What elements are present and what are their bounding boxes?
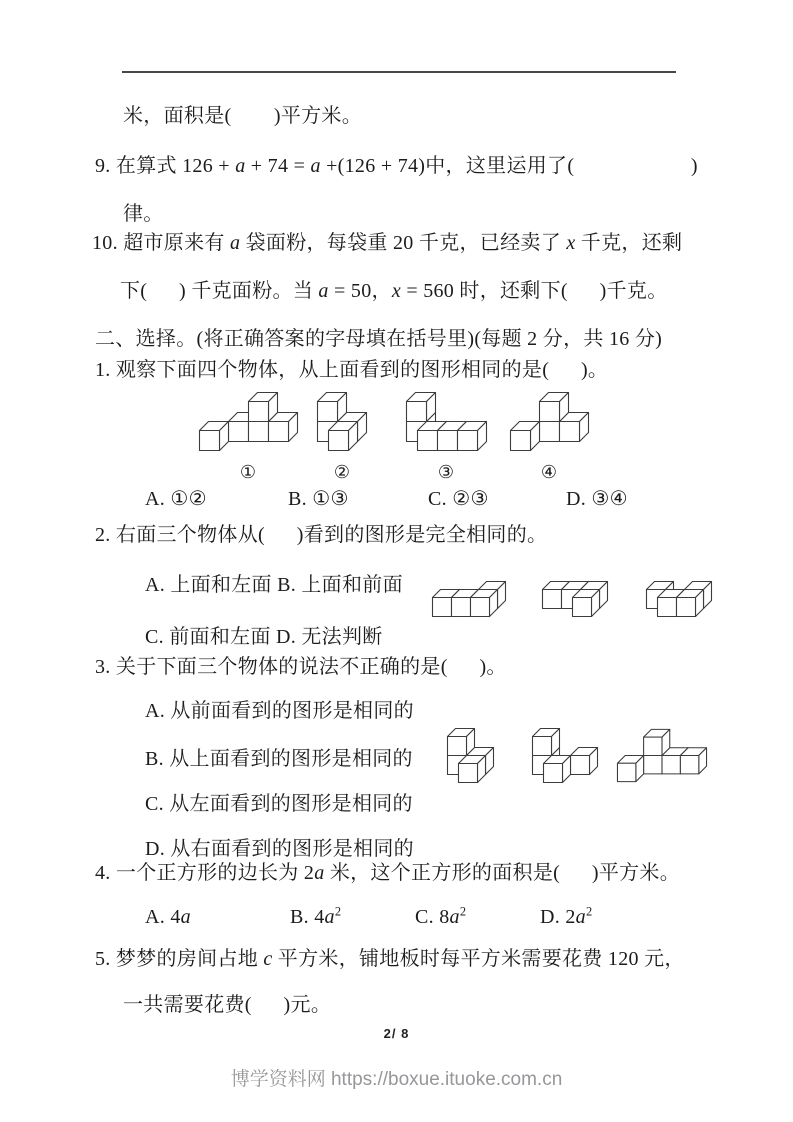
cube-figure-q2-3 — [644, 578, 714, 618]
choice-1-option-c: C. ②③ — [428, 488, 489, 510]
header-divider — [122, 71, 676, 73]
choice-2-options-row1: A. 上面和左面 B. 上面和前面 — [145, 574, 403, 596]
cube-figure-q1-1 — [197, 390, 299, 452]
choice-5-line1: 5. 梦梦的房间占地 c 平方米，铺地板时每平方米需要花费 120 元， — [95, 948, 685, 970]
choice-3-option-d: D. 从右面看到的图形是相同的 — [145, 838, 414, 860]
section-2-header: 二、选择。(将正确答案的字母填在括号里)(每题 2 分，共 16 分) — [95, 328, 663, 350]
figure-label-3: ③ — [437, 462, 455, 482]
question-9-line1: 9. 在算式 126 + a + 74 = a +(126 + 74)中，这里运用了( ) — [95, 155, 698, 177]
choice-3-option-c: C. 从左面看到的图形是相同的 — [145, 793, 413, 815]
cube-figure-q3-2 — [530, 722, 600, 784]
choice-4-option-c: C. $8a^2$ — [415, 904, 467, 928]
choice-2-options-row2: C. 前面和左面 D. 无法判断 — [145, 626, 383, 648]
choice-4-option-d: D. $2a^2$ — [540, 904, 593, 928]
cube-figure-q3-1 — [440, 722, 500, 784]
cube-figure-q1-3 — [402, 390, 490, 452]
choice-1-option-a: A. ①② — [145, 488, 207, 510]
choice-3-option-a: A. 从前面看到的图形是相同的 — [145, 700, 414, 722]
figure-label-2: ② — [333, 462, 351, 482]
choice-3-stem: 3. 关于下面三个物体的说法不正确的是( )。 — [95, 656, 507, 678]
choice-4-stem: 4. 一个正方形的边长为 2a 米，这个正方形的面积是( )平方米。 — [95, 862, 681, 884]
footer-watermark: 博学资料网 https://boxue.ituoke.com.cn — [230, 1069, 563, 1090]
cube-figure-q1-4 — [508, 390, 590, 452]
choice-3-option-b: B. 从上面看到的图形是相同的 — [145, 748, 413, 770]
choice-1-option-d: D. ③④ — [566, 488, 628, 510]
question-10-line2: 下( ) 千克面粉。当 a = 50，x = 560 时，还剩下( )千克。 — [120, 280, 668, 302]
choice-5-line2: 一共需要花费( )元。 — [123, 994, 332, 1016]
figure-label-4: ④ — [540, 462, 558, 482]
choice-4-option-b: B. $4a^2$ — [290, 904, 342, 928]
choice-4-option-a: A. 4a — [145, 906, 191, 928]
choice-2-stem: 2. 右面三个物体从( )看到的图形是完全相同的。 — [95, 524, 548, 546]
question-8-continuation: 米，面积是( )平方米。 — [123, 105, 363, 127]
cube-figure-q2-2 — [540, 578, 610, 618]
cube-figure-q1-2 — [311, 390, 373, 452]
page-number: 2/ 8 — [383, 1026, 410, 1041]
question-9-line2: 律。 — [123, 203, 164, 225]
choice-1-option-b: B. ①③ — [288, 488, 349, 510]
choice-1-stem: 1. 观察下面四个物体，从上面看到的图形相同的是( )。 — [95, 359, 609, 381]
figure-label-1: ① — [239, 462, 257, 482]
question-10-line1: 10. 超市原来有 a 袋面粉，每袋重 20 千克，已经卖了 x 千克，还剩 — [92, 232, 683, 254]
cube-figure-q3-3 — [616, 722, 708, 784]
cube-figure-q2-1 — [430, 578, 508, 618]
